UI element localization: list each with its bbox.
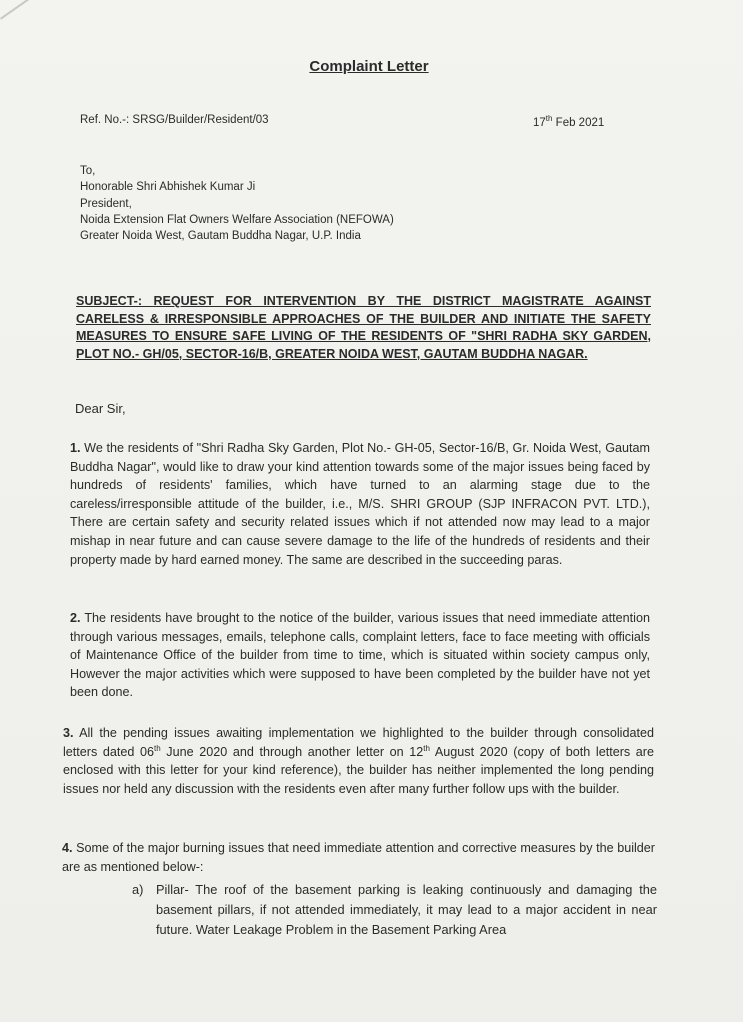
subject-label: SUBJECT-: [76,294,142,308]
list-item [132,880,657,940]
paper-edge [0,0,50,20]
subject-block [76,293,651,363]
address-line: President, [80,197,132,210]
paragraph-2: 2. The residents have brought to the notice of the builder, various issues that need immediate attention through various messages, emails, telephone calls, complaint letters, face to face meeting with officials of Maintenance Office of the builder from time to time, which is situated within society campus only, However the major activities which were supposed to have been completed by the builder have not yet been done. [70,611,650,700]
recipient-address [80,163,394,244]
salutation: Dear Sir, [75,401,126,416]
letter-date: 17th Feb 2021 [533,114,605,129]
address-line: To, [80,165,96,177]
letter-title: Complaint Letter [309,58,429,75]
paragraph-4: 4. Some of the major burning issues that need immediate attention and corrective measures by the builder are as mentioned below-: [62,841,655,874]
address-line: Greater Noida West, Gautam Buddha Nagar, U.P. India [80,230,361,243]
subject-text: REQUEST FOR INTERVENTION BY THE DISTRICT MAGISTRATE AGAINST CARELESS & IRRESPONSIBLE APPROACHES OF THE BUILDER AND INITIATE THE SAFETY MEASURES TO ENSURE SAFE LIVING OF THE RESIDENTS OF "SHRI RADHA SKY GARDEN, PLOT NO.- GH/05, SECTOR-16/B, GREATER NOIDA WEST, GAUTAM BUDDHA NAGAR. [76,294,651,361]
issue-list [132,880,657,940]
paragraph-3: 3. All the pending issues awaiting implementation we highlighted to the builder through consolidated letters dated 06th June 2020 and through another letter on 12th August 2020 (copy of both letters are enclosed with this letter for your kind reference), the builder has neither implemented the long pending issues nor held any discussion with the residents even after many further follow ups with the builder. [63,726,654,796]
list-item-marker: a) [132,882,144,897]
list-item-text: Pillar- The roof of the basement parking is leaking continuously and damaging the basement pillars, if not attended immediately, it may lead to a major accident in near future. Water Leakage Problem in the Basement Parking Area [156,882,657,937]
address-line: Noida Extension Flat Owners Welfare Association (NEFOWA) [80,213,394,226]
address-line: Honorable Shri Abhishek Kumar Ji [80,181,256,194]
reference-number: Ref. No.-: SRSG/Builder/Resident/03 [80,114,269,126]
paragraph-1: 1. We the residents of "Shri Radha Sky Garden, Plot No.- GH-05, Sector-16/B, Gr. Noida West, Gautam Buddha Nagar", would like to draw your kind attention towards some of the major issues being faced by hundreds of residents' families, which have turned to an alarming stage due to the careless/irresponsible attitude of the builder, i.e., M/S. SHRI GROUP (SJP INFRACON PVT. LTD.), There are certain safety and security related issues which if not attended now may lead to a major mishap in near future and can cause severe damage to the life of the hundreds of residents and their property made by hard earned money. The same are described in the succeeding paras. [70,441,650,567]
